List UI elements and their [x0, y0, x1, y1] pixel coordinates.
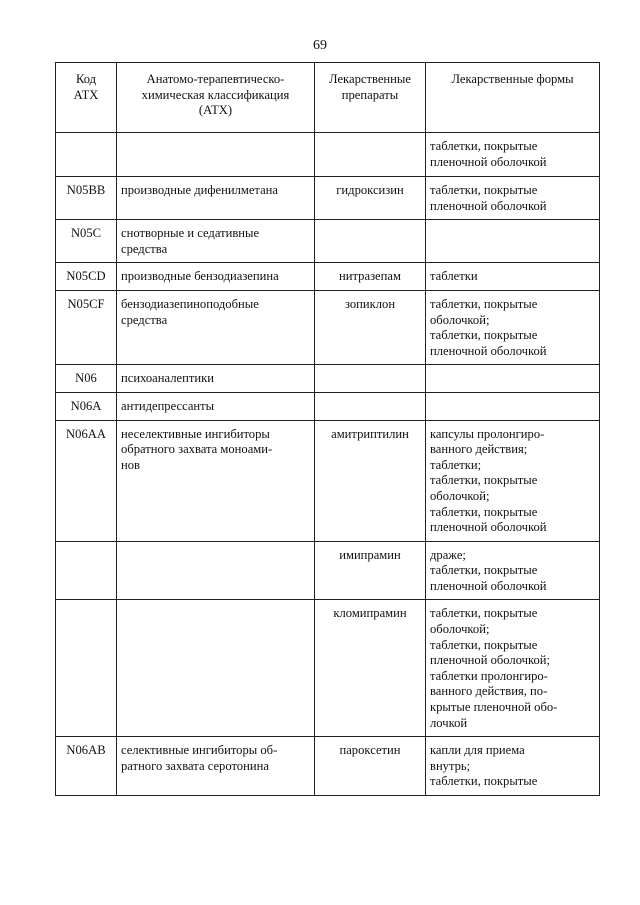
cell-line: ванного действия, по- — [430, 684, 548, 699]
cell-line: неселективные ингибиторы — [121, 426, 270, 441]
cell-line: таблетки, покрытые — [430, 563, 538, 578]
cell-line: таблетки пролонгиро- — [430, 668, 548, 683]
classification-cell — [117, 600, 315, 737]
cell-line: производные бензодиазепина — [121, 269, 279, 284]
cell-line: внутрь; — [430, 758, 471, 773]
dosage-forms-cell — [426, 420, 600, 541]
table-row — [56, 365, 600, 393]
cell-line: пленочной оболочкой; — [430, 653, 551, 668]
table-body — [56, 133, 600, 796]
table-row — [56, 263, 600, 291]
cell-line: Анатомо-терапевтическо- — [146, 72, 285, 86]
cell-line: обратного захвата моноами- — [121, 442, 273, 457]
cell-line: капли для приема — [430, 743, 525, 758]
cell-line: средства — [121, 312, 168, 327]
atx-code-cell: N06A — [56, 392, 117, 420]
dosage-forms-cell — [426, 290, 600, 364]
classification-cell — [117, 263, 315, 291]
cell-line: крытые пленочной обо- — [430, 700, 558, 715]
atx-table — [55, 62, 600, 796]
cell-line: таблетки, покрытые — [430, 637, 538, 652]
atx-code-cell: N05BB — [56, 177, 117, 220]
cell-line: таблетки, покрытые — [430, 473, 538, 488]
dosage-forms-cell — [426, 365, 600, 393]
table-row — [56, 220, 600, 263]
cell-line: оболочкой; — [430, 312, 490, 327]
table-row — [56, 392, 600, 420]
atx-code-cell — [56, 600, 117, 737]
drug-cell: амитриптилин — [315, 420, 426, 541]
cell-line: ратного захвата серотонина — [121, 758, 269, 773]
cell-line: производные дифенилметана — [121, 183, 278, 197]
table-row — [56, 541, 600, 600]
cell-line: селективные ингибиторы об- — [121, 743, 278, 758]
table-row — [56, 420, 600, 541]
dosage-forms-cell — [426, 737, 600, 796]
atx-code-cell: N05CD — [56, 263, 117, 291]
cell-line: нов — [121, 457, 140, 472]
cell-line: Лекарственные — [329, 72, 411, 86]
atx-code-cell: N06AB — [56, 737, 117, 796]
drug-cell: нитразепам — [315, 263, 426, 291]
cell-line: Лекарственные формы — [451, 72, 574, 86]
drug-cell: пароксетин — [315, 737, 426, 796]
atx-code-cell: N06 — [56, 365, 117, 393]
cell-line: таблетки, покрытые — [430, 504, 538, 519]
dosage-forms-cell — [426, 133, 600, 177]
cell-line: бензодиазепиноподобные — [121, 296, 259, 311]
cell-line: химическая классификация — [141, 87, 290, 102]
cell-line: пленочной оболочкой — [430, 154, 547, 169]
dosage-forms-cell — [426, 392, 600, 420]
header-drugs — [315, 63, 426, 133]
cell-line: капсулы пролонгиро- — [430, 426, 545, 441]
dosage-forms-cell — [426, 177, 600, 220]
cell-line: таблетки — [430, 269, 478, 284]
drug-cell: кломипрамин — [315, 600, 426, 737]
cell-line: (АТХ) — [198, 103, 233, 118]
classification-cell — [117, 541, 315, 600]
cell-line: средства — [121, 241, 168, 256]
cell-line: ванного действия; — [430, 442, 528, 457]
cell-line: таблетки, покрытые — [430, 296, 538, 311]
classification-cell — [117, 420, 315, 541]
cell-line: пленочной оболочкой — [430, 343, 547, 358]
cell-line: АТХ — [73, 87, 99, 102]
cell-line: снотворные и седативные — [121, 226, 260, 241]
drug-cell — [315, 392, 426, 420]
dosage-forms-cell — [426, 541, 600, 600]
cell-line: драже; — [430, 547, 466, 562]
atx-code-cell — [56, 541, 117, 600]
classification-cell — [117, 220, 315, 263]
cell-line: таблетки, покрытые — [430, 606, 538, 621]
classification-cell — [117, 290, 315, 364]
atx-code-cell: N05C — [56, 220, 117, 263]
cell-line: препараты — [341, 87, 399, 102]
dosage-forms-cell — [426, 220, 600, 263]
drug-cell: имипрамин — [315, 541, 426, 600]
classification-cell — [117, 365, 315, 393]
drug-cell: гидроксизин — [315, 177, 426, 220]
cell-line: психоаналептики — [121, 371, 214, 386]
drug-cell: зопиклон — [315, 290, 426, 364]
classification-cell — [117, 737, 315, 796]
cell-line: оболочкой; — [430, 488, 490, 503]
atx-code-cell — [56, 133, 117, 177]
cell-line: Код — [75, 72, 97, 86]
cell-line: антидепрессанты — [121, 398, 215, 413]
cell-line: таблетки, покрытые — [430, 328, 538, 343]
cell-line: пленочной оболочкой — [430, 578, 547, 593]
cell-line: таблетки, покрытые — [430, 139, 538, 153]
header-forms — [426, 63, 600, 133]
classification-cell — [117, 177, 315, 220]
cell-line: таблетки, покрытые — [430, 183, 538, 197]
header-classification — [117, 63, 315, 133]
cell-line: таблетки, покрытые — [430, 774, 538, 789]
table-row — [56, 290, 600, 364]
dosage-forms-cell — [426, 263, 600, 291]
atx-code-cell: N05CF — [56, 290, 117, 364]
header-code — [56, 63, 117, 133]
classification-cell — [117, 392, 315, 420]
cell-line: лочкой — [430, 715, 468, 730]
page-number: 69 — [313, 38, 327, 53]
table-header-row — [56, 63, 600, 133]
cell-line: пленочной оболочкой — [430, 520, 547, 535]
drug-cell — [315, 365, 426, 393]
drug-cell — [315, 220, 426, 263]
table-row — [56, 600, 600, 737]
classification-cell — [117, 133, 315, 177]
table-row — [56, 133, 600, 177]
drug-cell — [315, 133, 426, 177]
cell-line: таблетки; — [430, 457, 482, 472]
table-row — [56, 737, 600, 796]
atx-code-cell: N06AA — [56, 420, 117, 541]
table-row — [56, 177, 600, 220]
cell-line: пленочной оболочкой — [430, 198, 547, 213]
cell-line: оболочкой; — [430, 622, 490, 637]
dosage-forms-cell — [426, 600, 600, 737]
